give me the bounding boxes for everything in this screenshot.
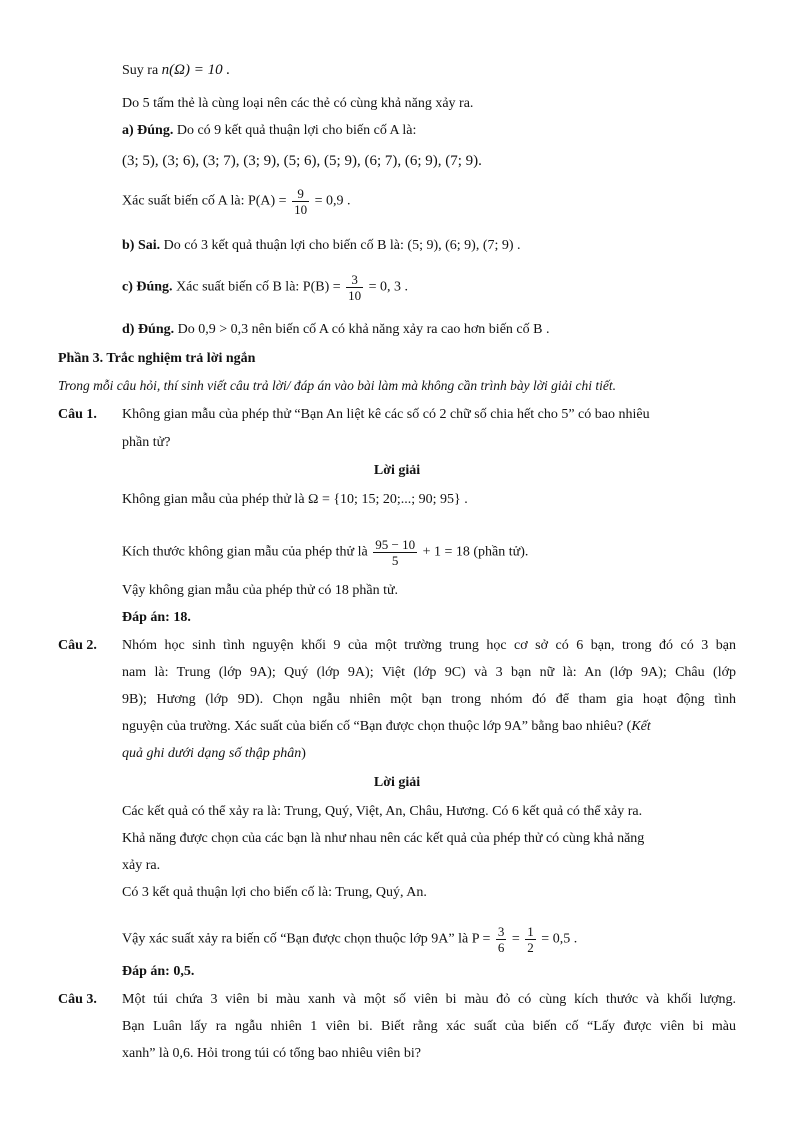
- solution-line: Có 3 kết quả thuận lợi cho biến cố là: Trung, Quý, An.: [122, 885, 427, 900]
- statement-text: Xác suất biến cố B là: P(B) =: [172, 279, 341, 295]
- denominator: 10: [294, 202, 308, 217]
- fraction: [373, 537, 417, 568]
- solution-line: xảy ra.: [122, 858, 161, 873]
- denominator: 6: [497, 940, 505, 955]
- section-title: Phần 3. Trắc nghiệm trả lời ngắn: [58, 351, 256, 366]
- question-text: phần tử?: [122, 435, 171, 450]
- math-expression: n(Ω) = 10 .: [161, 62, 231, 78]
- solution-line: Khả năng được chọn của các bạn là như nhau nên các kết quả của phép thử có cùng khả năng: [122, 831, 645, 846]
- equals-sign: =: [511, 931, 520, 947]
- statement-b: [122, 237, 521, 255]
- solution-title: Lời giải: [373, 775, 421, 790]
- solution-line: [122, 924, 577, 955]
- text-span: = 0, 3 .: [368, 279, 409, 295]
- denominator: 2: [527, 940, 534, 955]
- denominator: 10: [348, 288, 362, 303]
- question-text: Không gian mẫu của phép thử “Bạn An liệt kê các số có 2 chữ số chia hết cho 5” có bao nhiêu: [122, 407, 650, 422]
- text-span: Kích thước không gian mẫu của phép thử là: [122, 544, 368, 560]
- text-span: nguyện của trường. Xác suất của biến cố “Bạn được chọn thuộc lớp 9A” bằng bao nhiêu? (: [122, 719, 632, 734]
- question-text: Nhóm học sinh tình nguyện khối 9 của một trường trung học cơ sở có 6 bạn, trong đó có 3 bạn: [122, 638, 736, 653]
- text-span: + 1 = 18 (phần tử).: [422, 544, 529, 560]
- solution-line: Các kết quả có thể xảy ra là: Trung, Quý, Việt, An, Châu, Hương. Có 6 kết quả có thể xảy ra.: [122, 804, 643, 819]
- question-text: Bạn Luân lấy ra ngẫu nhiên 1 viên bi. Biết rằng xác suất của biến cố “Lấy được viên bi màu: [122, 1019, 736, 1034]
- text-span: Suy ra: [122, 63, 162, 78]
- statement-text: Do có 9 kết quả thuận lợi cho biến cố A là:: [173, 123, 417, 138]
- text-span: = 0,5 .: [541, 931, 578, 947]
- numerator: 3: [351, 272, 358, 287]
- question-label: Câu 3.: [58, 992, 97, 1007]
- text-line: Do 5 tấm thẻ là cùng loại nên các thẻ có cùng khả năng xảy ra.: [122, 96, 474, 111]
- question-text: Một túi chứa 3 viên bi màu xanh và một số viên bi màu đỏ có cùng kích thước và khối lượng.: [122, 992, 736, 1007]
- statement-a: [122, 122, 416, 140]
- statement-label: b) Sai.: [122, 238, 161, 253]
- numerator: 3: [497, 924, 505, 939]
- numerator: 1: [527, 924, 534, 939]
- statement-d: [122, 321, 549, 339]
- text-span: Xác suất biến cố A là: P(A) =: [122, 193, 287, 209]
- denominator: 5: [373, 552, 417, 568]
- text-span: = 0,9 .: [314, 193, 351, 209]
- probability-line: [122, 186, 351, 217]
- question-text: 9B); Hương (lớp 9D). Chọn ngẫu nhiên một bạn trong nhóm đó để tham gia hoạt động tình: [122, 692, 736, 707]
- solution-title: Lời giải: [373, 463, 421, 478]
- solution-line: Vậy không gian mẫu của phép thử có 18 phần tử.: [122, 583, 399, 598]
- statement-text: Do 0,9 > 0,3 nên biến cố A có khả năng xảy ra cao hơn biến cố B .: [174, 322, 550, 337]
- text-span: Kết: [631, 719, 651, 734]
- question-label: Câu 1.: [58, 407, 97, 422]
- numerator: 9: [297, 186, 304, 201]
- numerator: 95 − 10: [375, 537, 416, 552]
- statement-label: d) Đúng.: [122, 322, 175, 337]
- text-span: Vậy xác suất xảy ra biến cố “Bạn được chọn thuộc lớp 9A” là P =: [122, 931, 491, 947]
- statement-text: Do có 3 kết quả thuận lợi cho biến cố B là: (5; 9), (6; 9), (7; 9) .: [160, 238, 521, 253]
- fraction: [292, 186, 309, 217]
- question-text: [122, 718, 651, 736]
- text-span: ): [301, 746, 306, 761]
- fraction: [525, 924, 536, 955]
- question-text: xanh” là 0,6. Hỏi trong túi có tổng bao nhiêu viên bi?: [122, 1046, 421, 1061]
- statement-c: [122, 272, 408, 303]
- section-instruction: Trong mỗi câu hỏi, thí sinh viết câu trả lời/ đáp án vào bài làm mà không cần trình bày lời giải chi tiết.: [58, 378, 616, 393]
- text-span: quả ghi dưới dạng số thập phân: [122, 746, 302, 761]
- outcome-list: (3; 5), (3; 6), (3; 7), (3; 9), (5; 6), (5; 9), (6; 7), (6; 9), (7; 9).: [122, 153, 482, 169]
- statement-label: a) Đúng.: [122, 123, 174, 138]
- solution-line: [122, 537, 528, 568]
- solution-line: Không gian mẫu của phép thử là Ω = {10; 15; 20;...; 90; 95} .: [122, 492, 468, 507]
- question-label: Câu 2.: [58, 638, 97, 653]
- answer: Đáp án: 0,5.: [122, 964, 195, 979]
- statement-label: c) Đúng.: [122, 279, 173, 295]
- question-text: nam là: Trung (lớp 9A); Quý (lớp 9A); Việt (lớp 9C) và 3 bạn nữ là: An (lớp 9A); Châu (lớp: [122, 665, 736, 680]
- fraction: [496, 924, 507, 955]
- answer: Đáp án: 18.: [122, 610, 191, 625]
- question-text: [122, 745, 306, 763]
- text-line: [122, 61, 230, 80]
- fraction: [346, 272, 363, 303]
